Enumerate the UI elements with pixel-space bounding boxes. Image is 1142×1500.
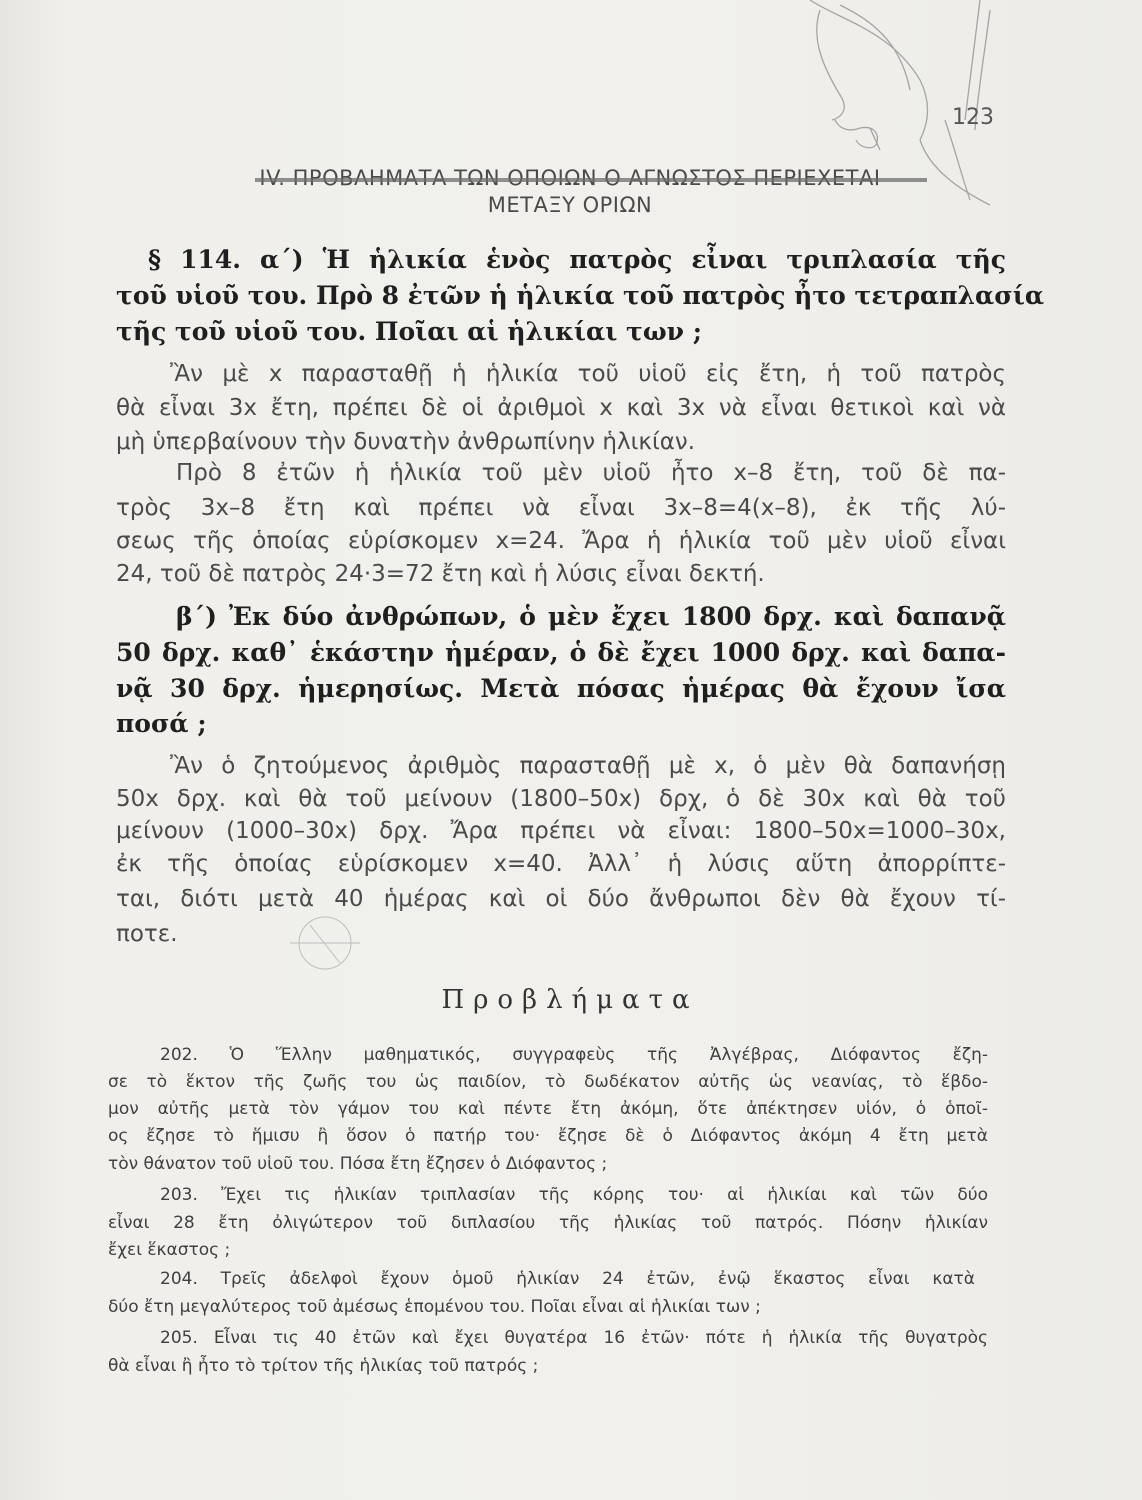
example-b-problem-line: ποσά ; <box>116 709 207 738</box>
section-heading-line-2: ΜΕΤΑΞΥ ΟΡΙΩΝ <box>487 193 653 217</box>
example-a-problem-line: τοῦ υἱοῦ του. Πρὸ 8 ἐτῶν ἡ ἡλικία τοῦ πατρὸς ἦτο τετραπλασία <box>116 281 1045 310</box>
example-a-solution-line: Πρὸ 8 ἐτῶν ἡ ἡλικία τοῦ μὲν υἱοῦ ἦτο x–8 ἔτη, τοῦ δὲ πα- <box>176 460 1006 486</box>
example-a-problem-line: τῆς τοῦ υἱοῦ του. Ποῖαι αἱ ἡλικίαι των ; <box>116 317 702 346</box>
exercise-line: 205. Εἶναι τις 40 ἐτῶν καὶ ἔχει θυγατέρα 16 ἐτῶν· πότε ἡ ἡλικία τῆς θυγατρὸς <box>160 1328 988 1348</box>
page-number: 123 <box>952 105 994 130</box>
example-a-solution-line: τρὸς 3x–8 ἔτη καὶ πρέπει νὰ εἶναι 3x–8=4(x–8), ἐκ τῆς λύ- <box>116 495 1006 521</box>
example-b-solution-line: ται, διότι μετὰ 40 ἡμέρας καὶ οἱ δύο ἄνθρωποι δὲν θὰ ἔχουν τί- <box>116 886 1006 912</box>
exercise-line: εἶναι 28 ἔτη ὀλιγώτερον τοῦ διπλασίου τῆς ἡλικίας τοῦ πατρός. Πόσην ἡλικίαν <box>108 1213 988 1233</box>
example-b-solution-line: μείνουν (1000–30x) δρχ. Ἄρα πρέπει νὰ εἶναι: 1800–50x=1000–30x, <box>116 818 1006 844</box>
exercise-line: σε τὸ ἕκτον τῆς ζωῆς του ὡς παιδίον, τὸ δωδέκατον αὐτῆς ὡς νεανίας, τὸ ἕβδο- <box>108 1072 988 1092</box>
exercise-line: μον αὐτῆς μετὰ τὸν γάμον του καὶ πέντε ἔτη ἀκόμη, ὅτε ἀπέκτησεν υἱόν, ὁ ὁποῖ- <box>108 1099 988 1119</box>
exercise-line: ος ἔζησε τὸ ἥμισυ ἢ ὅσον ὁ πατήρ του· ἔζησε δὲ ὁ Διόφαντος ἀκόμη 4 ἔτη μετὰ <box>108 1126 988 1146</box>
pencil-strike <box>255 178 927 182</box>
example-a-solution-line: Ἂν μὲ x παρασταθῇ ἡ ἡλικία τοῦ υἱοῦ εἰς ἔτη, ἡ τοῦ πατρὸς <box>170 361 1006 387</box>
exercise-line: 202. Ὁ Ἕλλην μαθηματικός, συγγραφεὺς τῆς Ἀλγέβρας, Διόφαντος ἔζη- <box>160 1045 988 1065</box>
example-a-solution-line: μὴ ὑπερβαίνουν τὴν δυνατὴν ἀνθρωπίνην ἡλικίαν. <box>116 429 696 455</box>
example-b-problem-line: 50 δρχ. καθ᾽ ἑκάστην ἡμέραν, ὁ δὲ ἔχει 1000 δρχ. καὶ δαπα- <box>116 638 1006 667</box>
exercise-line: θὰ εἶναι ἢ ἦτο τὸ τρίτον τῆς ἡλικίας τοῦ πατρός ; <box>108 1356 539 1376</box>
example-b-problem-line: β΄) Ἐκ δύο ἀνθρώπων, ὁ μὲν ἔχει 1800 δρχ. καὶ δαπανᾷ <box>176 602 1006 631</box>
exercise-line: δύο ἔτη μεγαλύτερος τοῦ ἀμέσως ἑπομένου του. Ποῖαι εἶναι αἱ ἡλικίαι των ; <box>108 1297 761 1317</box>
example-b-solution-line: ἐκ τῆς ὁποίας εὑρίσκομεν x=40. Ἀλλ᾽ ἡ λύσις αὕτη ἀπορρίπτε- <box>116 851 1006 877</box>
example-b-problem-line: νᾷ 30 δρχ. ἡμερησίως. Μετὰ πόσας ἡμέρας θὰ ἔχουν ἴσα <box>116 674 1006 703</box>
example-a-solution-line: 24, τοῦ δὲ πατρὸς 24·3=72 ἔτη καὶ ἡ λύσις εἶναι δεκτή. <box>116 561 765 587</box>
example-a-problem-line: § 114. α΄) Ἡ ἡλικία ἑνὸς πατρὸς εἶναι τριπλασία τῆς <box>148 245 1006 274</box>
exercise-line: 204. Τρεῖς ἀδελφοὶ ἔχουν ὁμοῦ ἡλικίαν 24 ἐτῶν, ἐνῷ ἕκαστος εἶναι κατὰ <box>160 1269 975 1289</box>
exercise-line: ἔχει ἕκαστος ; <box>108 1240 231 1260</box>
exercise-line: τὸν θάνατον τοῦ υἱοῦ του. Πόσα ἔτη ἔζησεν ὁ Διόφαντος ; <box>108 1154 608 1174</box>
pencil-doodle <box>280 905 370 980</box>
example-b-solution-line: 50x δρχ. καὶ θὰ τοῦ μείνουν (1800–50x) δρχ, ὁ δὲ 30x καὶ θὰ τοῦ <box>116 786 1006 812</box>
example-a-solution-line: θὰ εἶναι 3x ἔτη, πρέπει δὲ οἱ ἀριθμοὶ x καὶ 3x νὰ εἶναι θετικοὶ καὶ νὰ <box>116 395 1006 421</box>
example-b-solution-line: Ἂν ὁ ζητούμενος ἀριθμὸς παρασταθῇ μὲ x, ὁ μὲν θὰ δαπανήσῃ <box>170 753 1006 779</box>
example-b-solution-line: ποτε. <box>116 921 178 947</box>
exercise-line: 203. Ἔχει τις ἡλικίαν τριπλασίαν τῆς κόρης του· αἱ ἡλικίαι καὶ τῶν δύο <box>160 1185 988 1205</box>
problems-title: Προβλήματα <box>441 985 699 1015</box>
example-a-solution-line: σεως τῆς ὁποίας εὑρίσκομεν x=24. Ἄρα ἡ ἡλικία τοῦ μὲν υἱοῦ εἶναι <box>116 528 1006 554</box>
